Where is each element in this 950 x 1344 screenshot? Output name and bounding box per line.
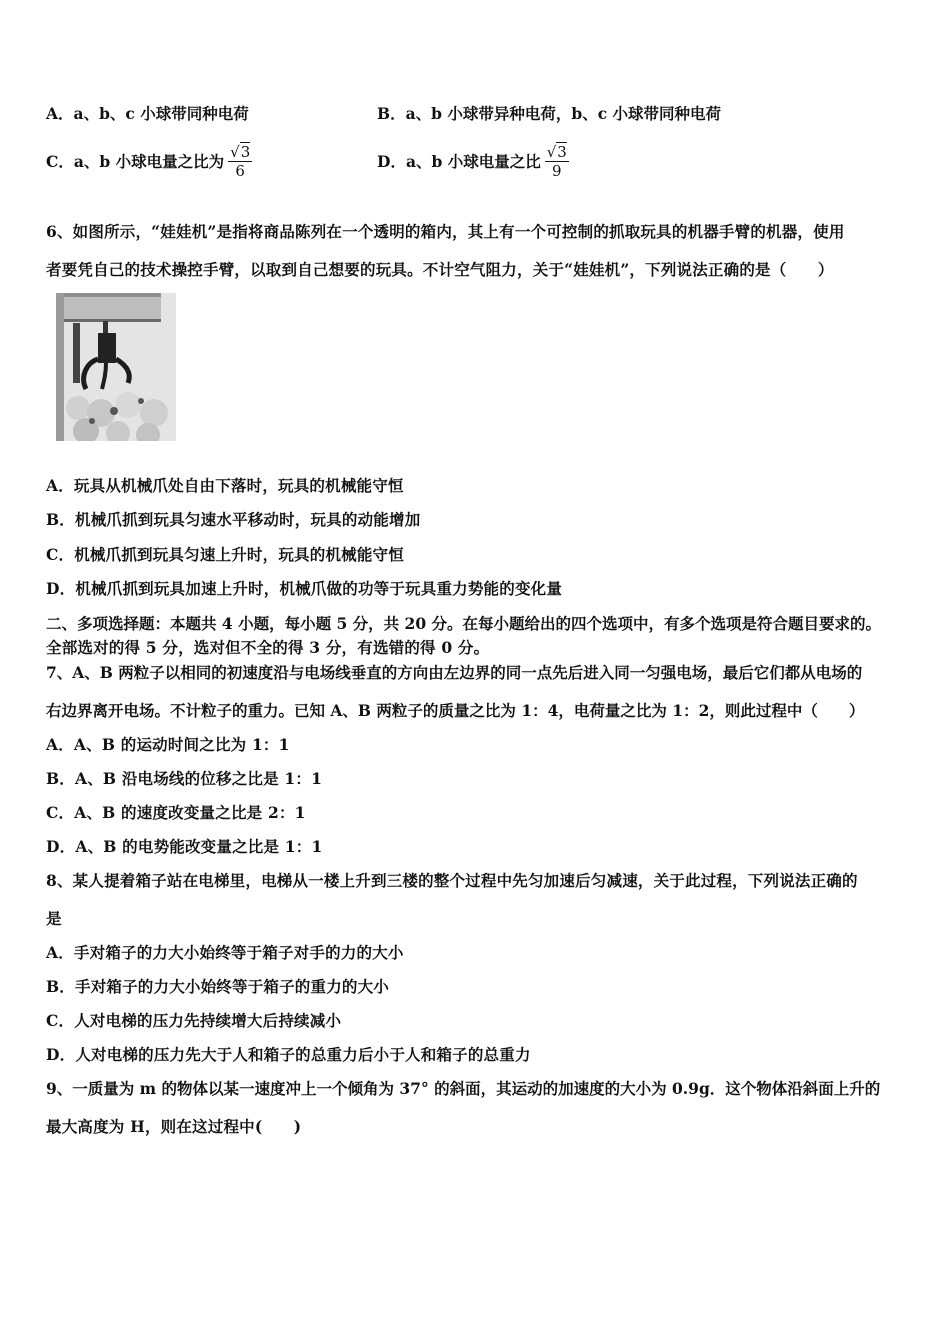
q6-option-c: C．机械爪抓到玩具匀速上升时，玩具的机械能守恒 (46, 545, 404, 564)
q7-option-a: A．A、B 的运动时间之比为 1：1 (46, 735, 290, 754)
q6-option-b: B．机械爪抓到玩具匀速水平移动时，玩具的动能增加 (46, 510, 421, 529)
q6-stem-line1: 6、如图所示，“娃娃机”是指将商品陈列在一个透明的箱内，其上有一个可控制的抓取玩具的机器手臂的机器，使用 (46, 222, 845, 241)
q7-stem-line1: 7、A、B 两粒子以相同的初速度沿与电场线垂直的方向由左边界的同一点先后进入同一匀强电场，最后它们都从电场的 (46, 663, 863, 682)
q8-option-c: C．人对电梯的压力先持续增大后持续减小 (46, 1011, 342, 1030)
q6-option-d: D．机械爪抓到玩具加速上升时，机械爪做的功等于玩具重力势能的变化量 (46, 579, 563, 598)
q8-option-b: B．手对箱子的力大小始终等于箱子的重力的大小 (46, 977, 390, 996)
q5-option-c (46, 136, 252, 186)
q5-option-d-text: D．a、b 小球电量之比 (377, 152, 541, 171)
q8-option-d: D．人对电梯的压力先大于人和箱子的总重力后小于人和箱子的总重力 (46, 1045, 531, 1064)
q5-option-c-text: C．a、b 小球电量之比为 (46, 152, 225, 171)
q5-option-c-fraction: $\frac{√3}{6}$ (230, 142, 251, 180)
q6-option-a: A．玩具从机械爪处自由下落时，玩具的机械能守恒 (46, 476, 404, 495)
q8-stem-line2: 是 (46, 909, 62, 928)
claw-machine-illustration (56, 293, 176, 441)
q7-option-c: C．A、B 的速度改变量之比是 2：1 (46, 803, 306, 822)
section2-heading-line1: 二、多项选择题：本题共 4 小题，每小题 5 分，共 20 分。在每小题给出的四个选项中，有多个选项是符合题目要求的。 (46, 614, 882, 633)
q7-option-b: B．A、B 沿电场线的位移之比是 1：1 (46, 769, 323, 788)
q5-option-d (377, 136, 569, 186)
q9-stem-line2: 最大高度为 H，则在这过程中( ) (46, 1117, 302, 1136)
q5-option-a: A．a、b、c 小球带同种电荷 (46, 104, 249, 123)
section2-heading-line2: 全部选对的得 5 分，选对但不全的得 3 分，有选错的得 0 分。 (46, 638, 490, 657)
q5-option-d-fraction: $\frac{√3}{9}$ (546, 142, 567, 180)
claw-machine-photo (56, 293, 176, 441)
q8-option-a: A．手对箱子的力大小始终等于箱子对手的力的大小 (46, 943, 404, 962)
q5-option-b: B．a、b 小球带异种电荷，b、c 小球带同种电荷 (377, 104, 722, 123)
q7-stem-line2: 右边界离开电场。不计粒子的重力。已知 A、B 两粒子的质量之比为 1：4，电荷量之比为 1：2，则此过程中（ ） (46, 701, 865, 720)
q9-stem-line1: 9、一质量为 m 的物体以某一速度冲上一个倾角为 37° 的斜面，其运动的加速度的大小为 0.9g．这个物体沿斜面上升的 (46, 1079, 881, 1098)
q7-option-d: D．A、B 的电势能改变量之比是 1：1 (46, 837, 323, 856)
q6-stem-line2: 者要凭自己的技术操控手臂，以取到自己想要的玩具。不计空气阻力，关于“娃娃机”，下列说法正确的是（ ） (46, 260, 834, 279)
q8-stem-line1: 8、某人提着箱子站在电梯里，电梯从一楼上升到三楼的整个过程中先匀加速后匀减速，关于此过程，下列说法正确的 (46, 871, 858, 890)
